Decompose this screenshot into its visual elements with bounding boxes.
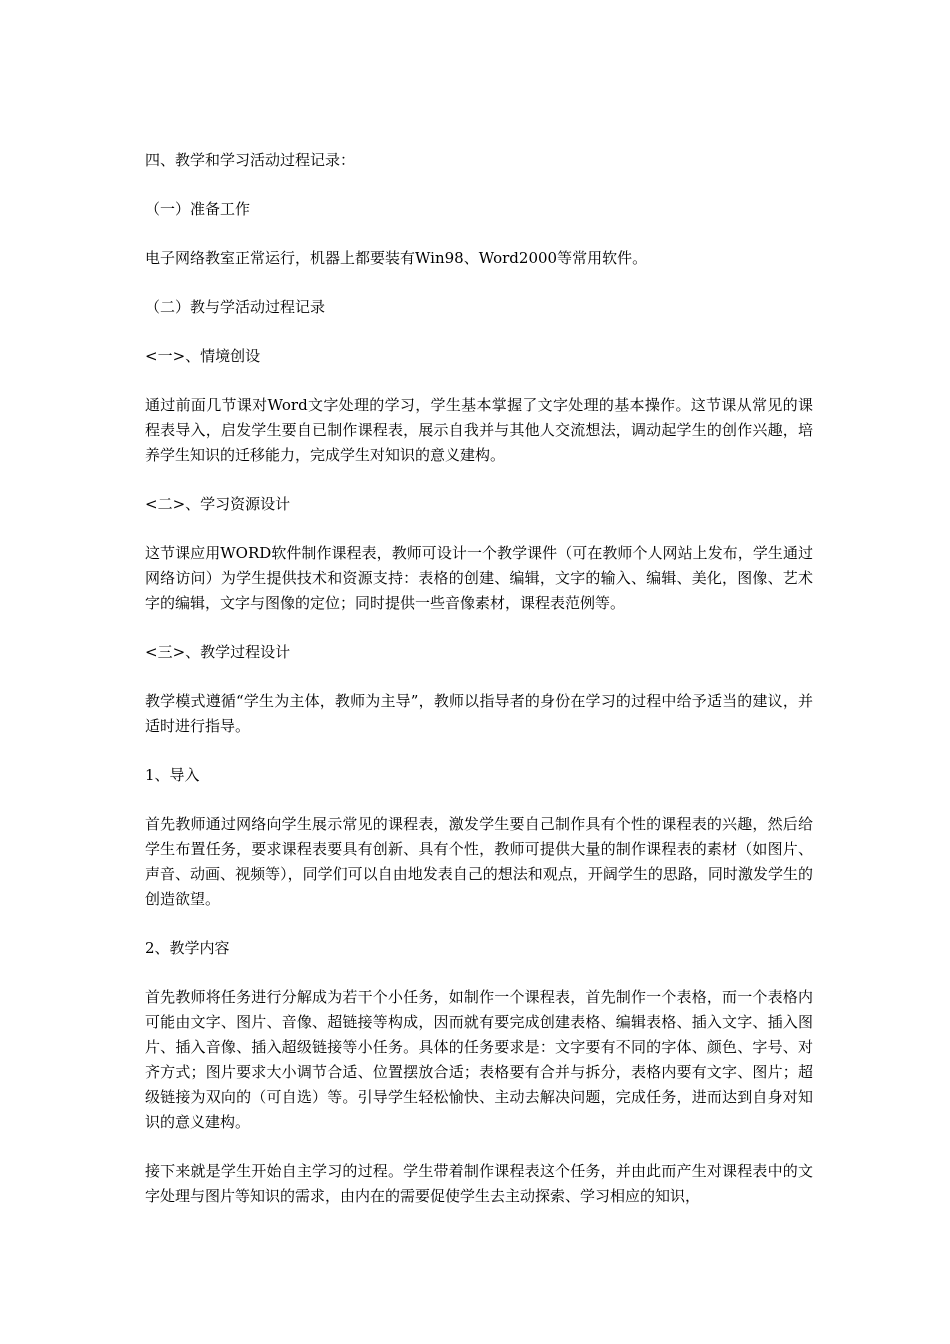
paragraph-content: 首先教师将任务进行分解成为若干个小任务，如制作一个课程表，首先制作一个表格，而一个表格内可能由文字、图片、音像、超链接等构成，因而就有要完成创建表格、编辑表格、插入文字、插入图片、插入音像、插入超级链接等小任务。具体的任务要求是：文字要有不同的字体、颜色、字号、对齐方式；图片要求大小调节合适、位置摆放合适；表格要有合并与拆分，表格内要有文字、图片；超级链接为双向的（可自选）等。引导学生轻松愉快、主动去解决问题，完成任务，进而达到自身对知识的意义建构。 [145, 988, 813, 1131]
paragraph-process-design: 教学模式遵循“学生为主体，教师为主导”，教师以指导者的身份在学习的过程中给予适当的建议，并适时进行指导。 [145, 692, 813, 735]
subsection-heading-teaching-record: （二）教与学活动过程记录 [145, 298, 326, 316]
item-heading-introduction: 1、导入 [145, 766, 200, 784]
paragraph-preparation: 电子网络教室正常运行，机器上都要装有Win98、Word2000等常用软件。 [145, 249, 648, 267]
subheading-process-design: <三>、教学过程设计 [145, 643, 291, 661]
document-body [145, 148, 813, 1233]
paragraph-resources: 这节课应用WORD软件制作课程表，教师可设计一个教学课件（可在教师个人网站上发布，学生通过网络访问）为学生提供技术和资源支持：表格的创建、编辑，文字的输入、编辑、美化，图像、艺术字的编辑，文字与图像的定位；同时提供一些音像素材，课程表范例等。 [145, 544, 813, 612]
paragraph-self-study: 接下来就是学生开始自主学习的过程。学生带着制作课程表这个任务，并由此而产生对课程表中的文字处理与图片等知识的需求，由内在的需要促使学生去主动探索、学习相应的知识， [145, 1162, 813, 1205]
paragraph-introduction: 首先教师通过网络向学生展示常见的课程表，激发学生要自己制作具有个性的课程表的兴趣，然后给学生布置任务，要求课程表要具有创新、具有个性，教师可提供大量的制作课程表的素材（如图片、声音、动画、视频等），同学们可以自由地发表自己的想法和观点，开阔学生的思路，同时激发学生的创造欲望。 [145, 815, 813, 908]
section-heading-4: 四、教学和学习活动过程记录： [145, 151, 356, 169]
subheading-situation: <一>、情境创设 [145, 347, 261, 365]
subsection-heading-preparation: （一）准备工作 [145, 200, 251, 218]
item-heading-content: 2、教学内容 [145, 939, 230, 957]
paragraph-situation: 通过前面几节课对Word文字处理的学习，学生基本掌握了文字处理的基本操作。这节课从常见的课程表导入，启发学生要自已制作课程表，展示自我并与其他人交流想法，调动起学生的创作兴趣，培养学生知识的迁移能力，完成学生对知识的意义建构。 [145, 396, 813, 464]
subheading-resources: <二>、学习资源设计 [145, 495, 291, 513]
